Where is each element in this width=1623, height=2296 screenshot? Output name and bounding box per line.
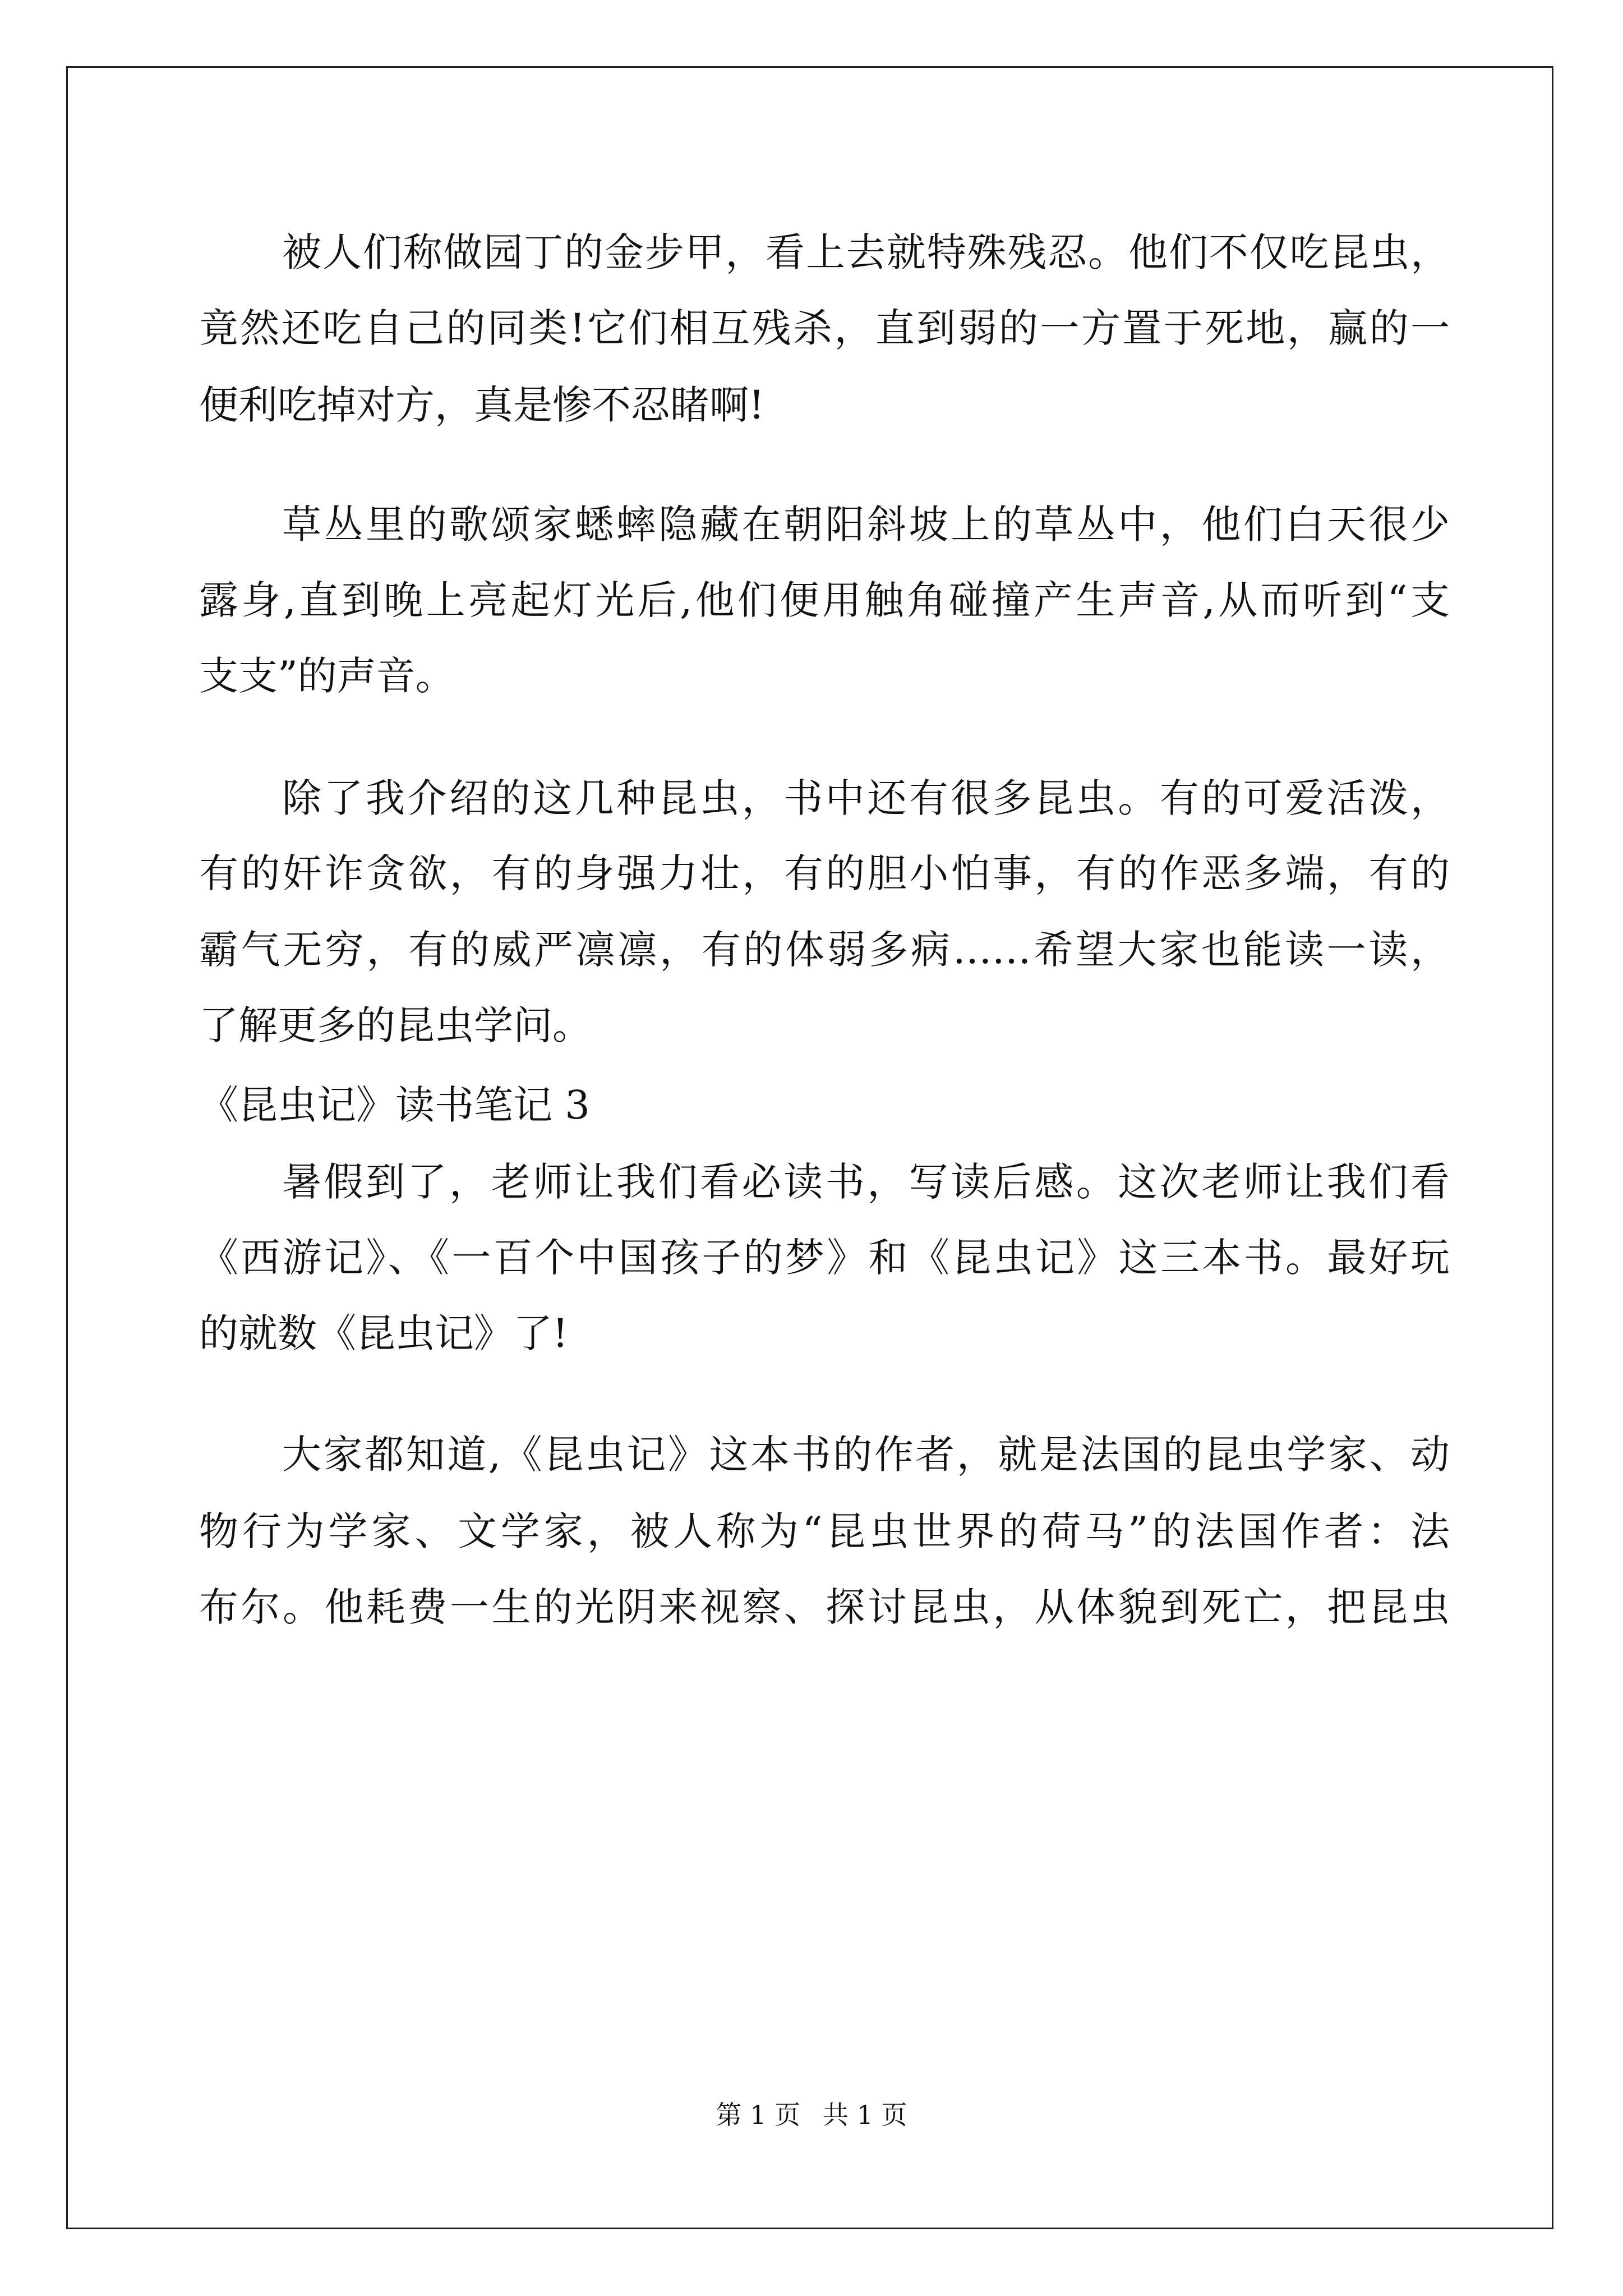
paragraph-1-line-1: 被人们称做园丁的金步甲，看上去就特殊残忍。他们不仅吃昆虫， — [282, 229, 1450, 275]
paragraph-3-line-1: 除了我介绍的这几种昆虫，书中还有很多昆虫。有的可爱活泼， — [282, 775, 1450, 821]
paragraph-2-line-1: 草丛里的歌颂家蟋蟀隐藏在朝阳斜坡上的草丛中，他们白天很少 — [282, 501, 1450, 547]
paragraph-4-line-2: 《西游记》、《一百个中国孩子的梦》和《昆虫记》这三本书。最好玩 — [199, 1235, 1450, 1281]
page-number-total: 共 1 页 — [823, 2100, 907, 2130]
paragraph-4-line-3: 的就数《昆虫记》了! — [199, 1310, 569, 1356]
paragraph-2-line-3: 支支”的声音。 — [199, 653, 455, 699]
page-number-current: 第 1 页 — [716, 2100, 800, 2130]
paragraph-2-line-2: 露身,直到晚上亮起灯光后,他们便用触角碰撞产生声音,从而听到“支 — [199, 577, 1450, 623]
paragraph-3-line-4: 了解更多的昆虫学问。 — [199, 1002, 592, 1048]
paragraph-3-line-3: 霸气无穷，有的威严凛凛，有的体弱多病……希望大家也能读一读， — [199, 927, 1450, 973]
paragraph-4-line-1: 暑假到了，老师让我们看必读书，写读后感。这次老师让我们看 — [282, 1159, 1450, 1205]
paragraph-1-line-3: 便利吃掉对方，真是惨不忍睹啊! — [199, 382, 765, 428]
section-heading: 《昆虫记》读书笔记 3 — [199, 1082, 590, 1128]
page-footer — [0, 2098, 1623, 2132]
paragraph-1-line-2: 竟然还吃自己的同类!它们相互残杀，直到弱的一方置于死地，赢的一 — [199, 305, 1450, 351]
paragraph-3-line-2: 有的奸诈贪欲，有的身强力壮，有的胆小怕事，有的作恶多端，有的 — [199, 850, 1450, 896]
paragraph-5-line-1: 大家都知道,《昆虫记》这本书的作者，就是法国的昆虫学家、动 — [282, 1432, 1450, 1478]
paragraph-5-line-3: 布尔。他耗费一生的光阴来视察、探讨昆虫，从体貌到死亡，把昆虫 — [199, 1584, 1450, 1630]
paragraph-5-line-2: 物行为学家、文学家，被人称为“昆虫世界的荷马”的法国作者：法 — [199, 1508, 1450, 1554]
